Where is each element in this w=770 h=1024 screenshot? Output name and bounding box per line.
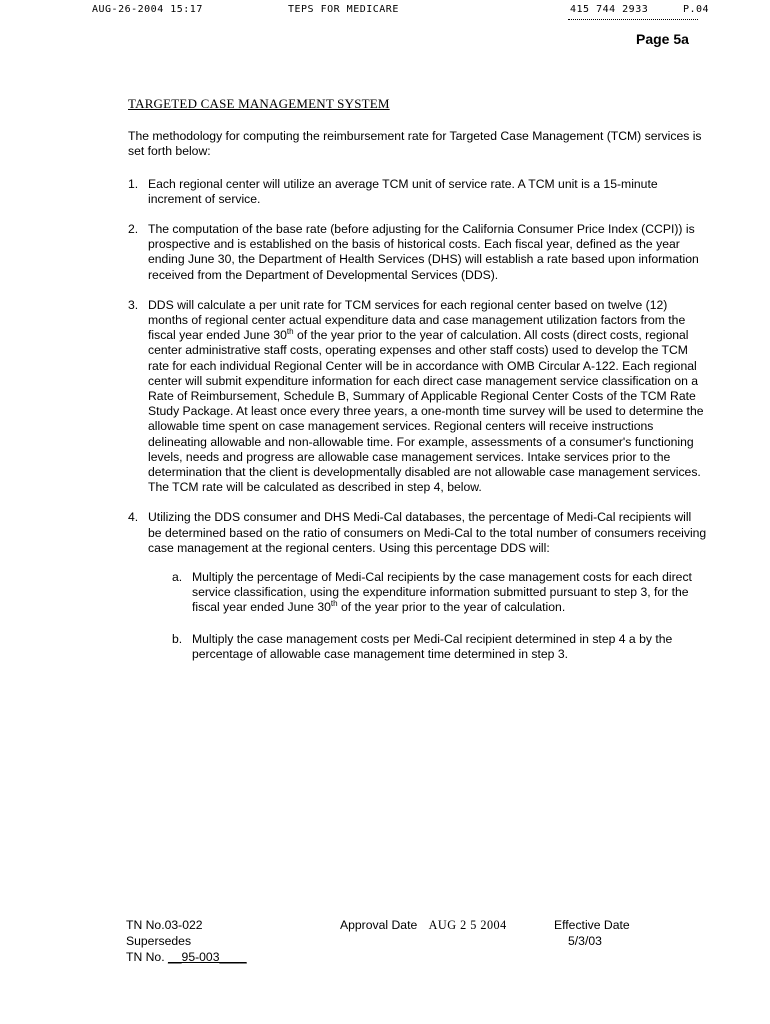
ordinal-suffix: th [330,599,338,609]
list-item-text: Utilizing the DDS consumer and DHS Medi-Cal databases, the percentage of Medi-Cal recipients will be determined based on the ratio of consumers on Medi-Cal to the total number of consumers receiving case management at the regional centers. Using this percentage DDS will: [148,510,707,555]
fax-phone: 415 744 2933 [570,4,649,15]
sublist-item-text [192,570,692,614]
supersedes-label: Supersedes [126,934,192,948]
document-body [128,96,708,678]
effective-date: 5/3/03 [568,934,602,948]
list-item-text: Each regional center will utilize an average TCM unit of service rate. A TCM unit is a 15-minute increment of service. [148,176,658,206]
fax-date: AUG-26-2004 15:17 [92,4,203,15]
fax-sender: TEPS FOR MEDICARE [288,4,399,15]
effective-label: Effective Date [554,918,630,932]
tn-prefix: TN No. [126,950,168,964]
approval-date-stamp: AUG 2 5 2004 [428,918,507,932]
superseded-tn-number: __95-003____ [167,950,247,964]
ordinal-suffix: th [286,327,294,337]
effective-block [554,917,674,949]
list-number: 1. [128,176,139,191]
list-item-2 [128,222,708,283]
list-item-3 [128,298,708,496]
sublist-item-a [148,570,708,616]
list-item-text-part-b: of the year prior to the year of calculation. All costs (direct costs, regional center administrative staff costs, operating expenses and other staff costs) used to develop the TCM rate for each individual Regional Center will be in accordance with OMB Circular A-122. Each regional center will submit expenditure information for each direct case management service classification on a Rate of Reimbursement, Schedule B, Summary of Applicable Regional Center Costs of the TCM Rate Study Package. At least once every three years, a one-month time survey will be used to determine the allowable time spent on case management services. Regional centers will receive instructions delineating allowable and non-allowable time. For example, assessments of a consumer's functioning levels, needs and progress are allowable case management services. Intake services prior to the determination that the client is developmentally disabled are not allowable case management services. The TCM rate will be calculated as described in step 4, below. [148,328,704,495]
sublist-text-part-a: Multiply the percentage of Medi-Cal recipients by the case management costs for each direct service classification, using the expenditure information submitted pursuant to step 3, for the fiscal year ended June 30 [192,570,692,615]
list-number: 4. [128,510,139,525]
document-title: TARGETED CASE MANAGEMENT SYSTEM [128,96,390,111]
list-item-text [148,298,704,494]
page-number: Page 5a [636,31,689,47]
sublist-item-text: Multiply the case management costs per Medi-Cal recipient determined in step 4 a by the percentage of allowable case management time determined in step 3. [192,631,673,661]
list-item-4 [128,510,708,662]
list-item-text-part-a: DDS will calculate a per unit rate for TCM services for each regional center based on twelve (12) months of regional center actual expenditure data and case management utilization factors from the fiscal year ended June 30 [148,297,686,343]
sublist-letter: a. [172,570,183,585]
fax-scribble-mark [568,19,698,23]
list-number: 3. [128,297,139,312]
sublist-letter: b. [172,631,183,646]
list-item-text: The computation of the base rate (before adjusting for the California Consumer Price Index (CCPI)) is prospective and is established on the basis of historical costs. Each fiscal year, defined as the year ending June 30, the Department of Health Services (DHS) will establish a rate based upon information received from the Department of Developmental Services (DDS). [148,222,699,282]
approval-block [340,917,507,933]
intro-paragraph: The methodology for computing the reimbursement rate for Targeted Case Management (TCM) services is set forth below: [128,129,702,159]
sublist-text-part-b: of the year prior to the year of calculation. [337,600,566,615]
sublist-item-b [148,632,708,662]
superseded-tn [126,949,306,965]
list-number: 2. [128,222,139,237]
list-item-1 [128,177,708,207]
transmittal-block [126,917,306,965]
sublist [148,570,708,662]
fax-page: P.04 [683,4,710,15]
approval-label: Approval Date [340,918,418,932]
tn-number: TN No.03-022 [126,918,203,932]
